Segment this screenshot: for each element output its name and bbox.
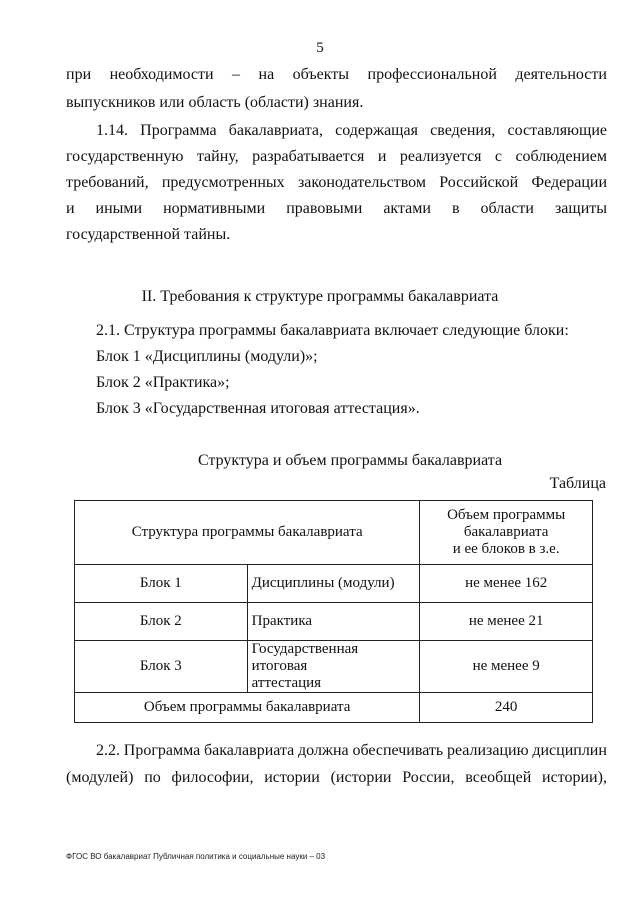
table-row xyxy=(75,641,593,693)
name-cell: Практика xyxy=(247,603,420,641)
table-header-row xyxy=(75,501,593,565)
volume-cell: не менее 162 xyxy=(420,565,593,603)
block-cell: Блок 3 xyxy=(75,641,248,693)
table-row xyxy=(75,565,593,603)
page-footer: ФГОС ВО бакалавриат Публичная политика и социальные науки – 03 xyxy=(66,852,326,861)
table-row xyxy=(75,603,593,641)
s22-line-2: (модулей) по философии, истории (истории России, всеобщей истории), xyxy=(66,769,607,786)
volume-cell: не менее 21 xyxy=(420,603,593,641)
p114-line-1: 1.14. Программа бакалавриата, содержащая сведения, составляющие xyxy=(96,122,607,139)
header-volume: Объем программы бакалавриата и ее блоков в з.е. xyxy=(420,501,593,565)
p114-line-3: требований, предусмотренных законодательством Российской Федерации xyxy=(66,174,607,191)
table-label: Таблица xyxy=(549,475,606,492)
p114-line-4: и иными нормативными правовыми актами в области защиты xyxy=(66,200,607,217)
name-cell: Дисциплины (модули) xyxy=(247,565,420,603)
total-value: 240 xyxy=(420,693,593,723)
page-number: 5 xyxy=(316,40,324,56)
block-2-item: Блок 2 «Практика»; xyxy=(96,374,230,391)
p114-line-5: государственной тайны. xyxy=(66,226,231,243)
header-structure: Структура программы бакалавриата xyxy=(75,501,420,565)
table-total-row xyxy=(75,693,593,723)
section-title: II. Требования к структуре программы бакалавриата xyxy=(141,288,499,305)
block-cell: Блок 1 xyxy=(75,565,248,603)
block-1-item: Блок 1 «Дисциплины (модули)»; xyxy=(96,348,318,365)
structure-table xyxy=(74,500,593,723)
intro-line-2: выпускников или область (области) знания. xyxy=(66,94,364,111)
p114-line-2: государственную тайну, разрабатывается и реализуется с соблюдением xyxy=(66,148,607,165)
table-title: Структура и объем программы бакалавриата xyxy=(197,452,503,469)
s21-intro: 2.1. Структура программы бакалавриата включает следующие блоки: xyxy=(96,322,569,339)
block-cell: Блок 2 xyxy=(75,603,248,641)
name-cell: Государственная итоговая аттестация xyxy=(247,641,420,693)
total-label: Объем программы бакалавриата xyxy=(75,693,420,723)
volume-cell: не менее 9 xyxy=(420,641,593,693)
block-3-item: Блок 3 «Государственная итоговая аттестация». xyxy=(96,400,420,417)
intro-line-1: при необходимости – на объекты профессиональной деятельности xyxy=(66,66,607,83)
s22-line-1: 2.2. Программа бакалавриата должна обеспечивать реализацию дисциплин xyxy=(96,742,607,759)
